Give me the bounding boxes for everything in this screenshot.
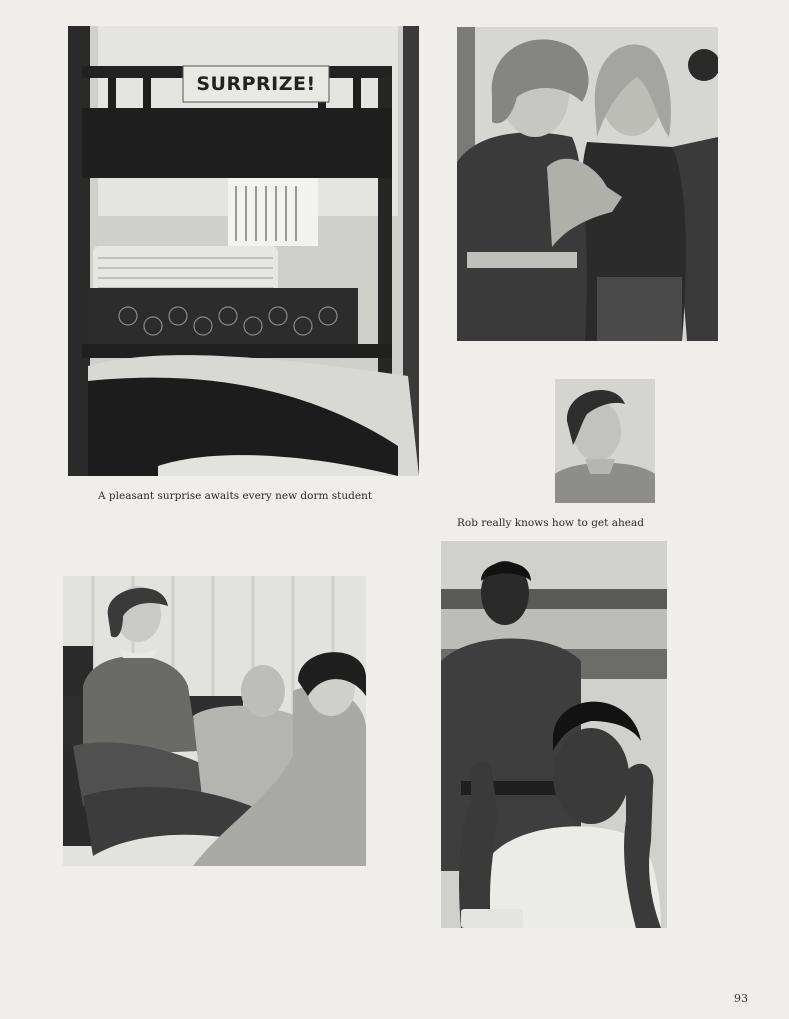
page-number: 93: [734, 992, 748, 1005]
bunk-bed-caption: A pleasant surprise awaits every new dorm student: [98, 490, 373, 502]
rob-portrait-photo: [555, 379, 655, 503]
rob-caption: Rob really knows how to get ahead: [457, 517, 644, 529]
bunk-bed-photo: [68, 26, 419, 476]
couch-group-photo: [63, 576, 366, 866]
surprize-sign-text: SURPRIZE!: [196, 73, 316, 95]
two-girls-photo: [457, 27, 718, 341]
two-students-photo: [441, 541, 667, 928]
